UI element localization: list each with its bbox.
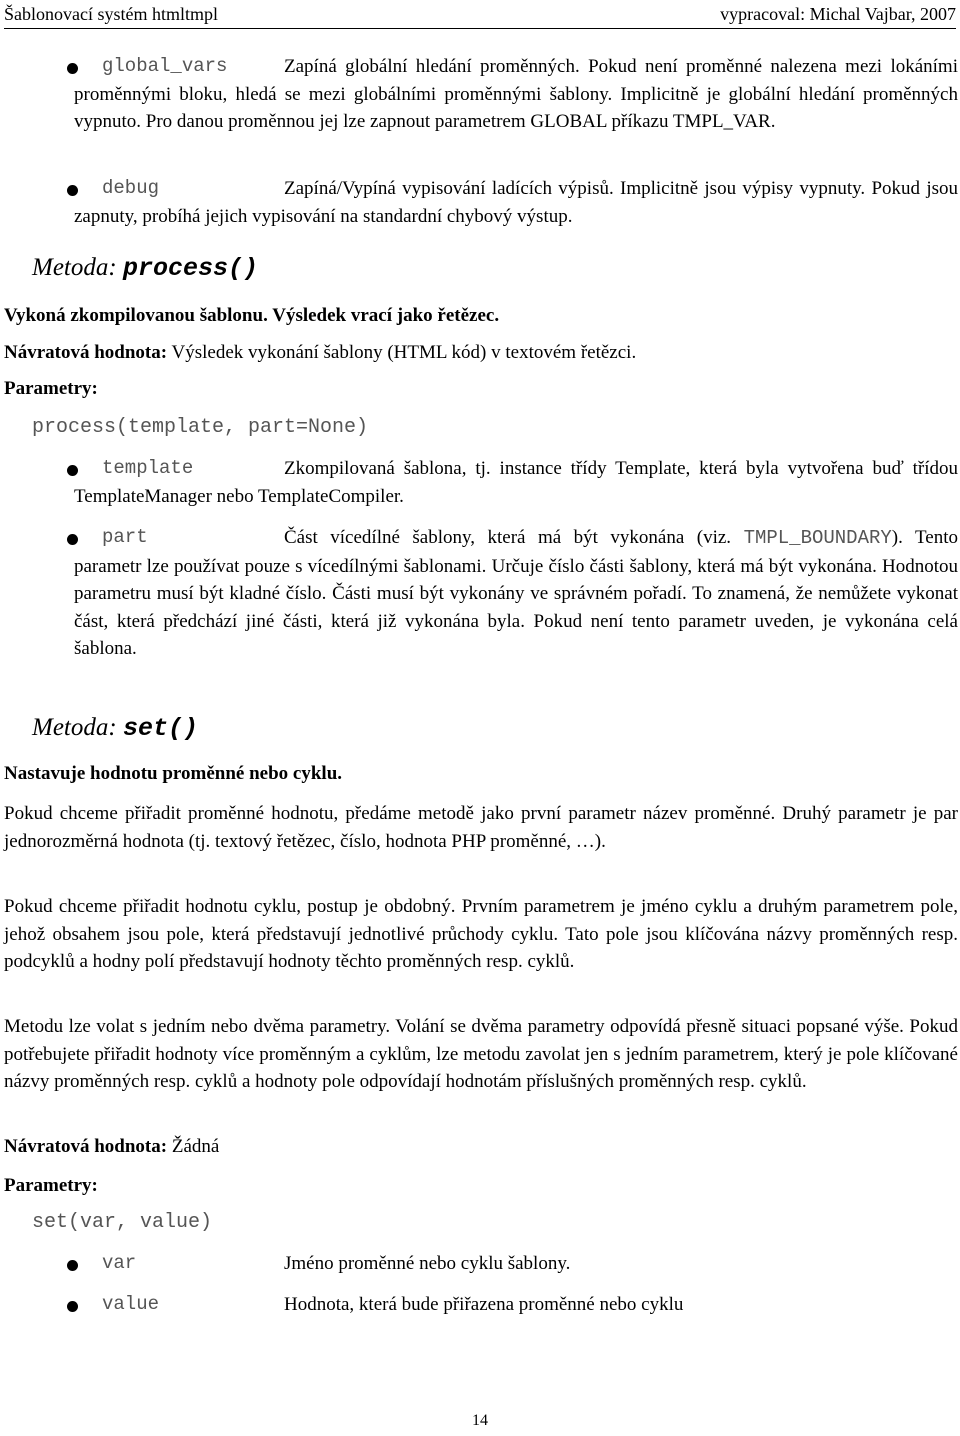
param-term: value [102, 1293, 160, 1315]
page-number: 14 [472, 1412, 488, 1429]
param-term: part [102, 526, 148, 548]
param-desc: Zkompilovaná šablona, tj. instance třídy Template, která byla vytvořena buď třídou TemplateManager nebo TemplateCompiler. [74, 458, 958, 507]
bullet-icon [67, 1301, 78, 1312]
param-desc-code: TMPL_BOUNDARY [743, 527, 892, 549]
set-summary: Nastavuje hodnotu proměnné nebo cyklu. [4, 763, 343, 784]
return-label: Návratová hodnota: [4, 1136, 168, 1157]
option-term: debug [102, 177, 160, 199]
param-desc: Hodnota, která bude přiřazena proměnné nebo cyklu [284, 1294, 684, 1315]
return-text: Výsledek vykonání šablony (HTML kód) v textovém řetězci. [171, 342, 637, 363]
process-heading [32, 254, 258, 283]
set-return [4, 1133, 958, 1161]
header-title: Šablonovací systém htmltmpl [4, 4, 218, 24]
bullet-icon [67, 185, 78, 196]
param-value [74, 1291, 958, 1319]
option-term: global_vars [102, 55, 228, 77]
process-summary: Vykoná zkompilovanou šablonu. Výsledek vrací jako řetězec. [4, 305, 500, 326]
param-term: template [102, 457, 194, 479]
page-header [4, 2, 956, 29]
process-return [4, 339, 958, 367]
set-signature: set(var, value) [32, 1211, 213, 1234]
heading-code: process() [122, 254, 258, 283]
option-desc: Zapíná/Vypíná vypisování ladících výpisů. Implicitně jsou výpisy vypnuty. Pokud jsou zapnuty, probíhá jejich vypisování na standardní chybový výstup. [74, 178, 958, 227]
heading-code: set() [122, 714, 198, 743]
header-author: vypracoval: Michal Vajbar, 2007 [720, 4, 956, 24]
param-template [74, 455, 958, 510]
process-params-label: Parametry: [4, 378, 98, 399]
set-paragraph-3: Metodu lze volat s jedním nebo dvěma parametry. Volání se dvěma parametry odpovídá přesně situaci popsané výše. Pokud potřebujete přiřadit hodnoty více proměnným a cyklům, lze metodu zavolat jen s jedním parametrem, který je pole klíčované názvy proměnných resp. cyklů a hodnoty pole odpovídají hodnotám příslušných proměnných resp. cyklů. [4, 1016, 958, 1092]
bullet-icon [67, 1260, 78, 1271]
bullet-icon [67, 63, 78, 74]
set-paragraph-2: Pokud chceme přiřadit hodnotu cyklu, postup je obdobný. Prvním parametrem je jméno cyklu a druhým parametrem pole, jehož obsahem jsou pole, která představují jednotlivé průchody cyklu. Tato pole jsou klíčována názvy proměnných resp. podcyklů a hodny polí představují hodnoty těchto proměnných resp. cyklů. [4, 896, 958, 972]
return-text: Žádná [171, 1136, 220, 1157]
option-global-vars [74, 53, 958, 136]
heading-prefix: Metoda: [32, 714, 123, 741]
param-term: var [102, 1252, 137, 1274]
process-signature: process(template, part=None) [32, 416, 369, 439]
set-params-label: Parametry: [4, 1175, 98, 1196]
set-heading [32, 714, 198, 743]
set-paragraph-1: Pokud chceme přiřadit proměnné hodnotu, předáme metodě jako první parametr název proměnné. Druhý parametr je par jednorozměrná hodnota (tj. textový řetězec, číslo, hodnota PHP proměnné, …). [4, 803, 958, 852]
bullet-icon [67, 534, 78, 545]
param-desc-after: ). Tento parametr lze používat pouze s vícedílnými šablonami. Určuje číslo části šablony, která má být vykonána. Hodnotou parametru musí být kladné číslo. Části musí být vykonány ve správném pořadí. To znamená, že nemůžete vykonat část, která předchází jiné části, která již vykonána byla. Pokud není tento parametr uveden, je vykonána celá šablona. [74, 527, 959, 659]
param-var [74, 1250, 958, 1278]
return-label: Návratová hodnota: [4, 342, 168, 363]
option-debug [74, 175, 958, 230]
param-desc: Jméno proměnné nebo cyklu šablony. [284, 1253, 571, 1274]
param-desc-before: Část vícedílné šablony, která má být vykonána (viz. [284, 527, 732, 548]
param-part [74, 524, 958, 663]
option-desc: Zapíná globální hledání proměnných. Pokud není proměnné nalezena mezi lokáními proměnnými bloku, hledá se mezi globálními proměnnými šablony. Implicitně je globální hledání proměnných vypnuto. Pro danou proměnnou jej lze zapnout parametrem GLOBAL příkazu TMPL_VAR. [74, 56, 958, 132]
bullet-icon [67, 465, 78, 476]
heading-prefix: Metoda: [32, 254, 123, 281]
